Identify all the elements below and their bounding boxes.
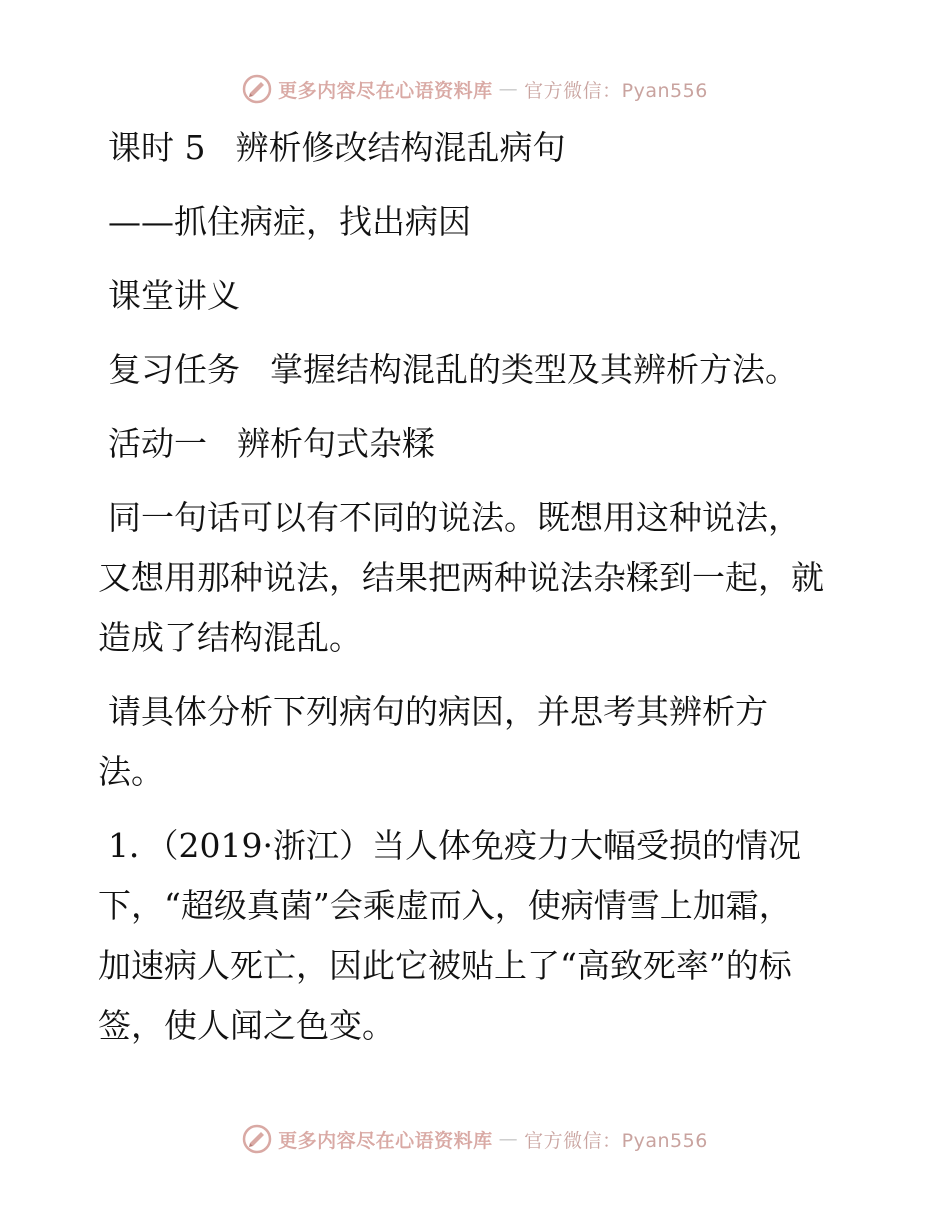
task-text: 掌握结构混乱的类型及其辨析方法。	[270, 350, 798, 389]
watermark-contact: 官方微信：Pyan556	[524, 79, 708, 102]
lesson-subtitle: ——抓住病症，找出病因	[108, 202, 471, 241]
document-body	[98, 118, 858, 1056]
watermark-separator: —	[498, 78, 519, 100]
task-label: 复习任务	[108, 350, 240, 389]
paragraph-line: 签，使人闻之色变。	[98, 1006, 395, 1045]
watermark-brand: 更多内容尽在心语资料库	[278, 79, 493, 102]
activity-heading	[98, 414, 858, 474]
intro-paragraph	[98, 488, 858, 668]
watermark-separator: —	[498, 1128, 519, 1150]
paragraph-line: 下，“超级真菌”会乘虚而入，使病情雪上加霜，	[98, 886, 792, 925]
paragraph-line: 1．（2019·浙江）当人体免疫力大幅受损的情况	[108, 826, 801, 865]
paragraph-line: 法。	[98, 752, 164, 791]
watermark-footer	[0, 1122, 950, 1156]
prompt-paragraph	[98, 682, 858, 802]
paragraph-line: 同一句话可以有不同的说法。既想用这种说法，	[108, 498, 801, 537]
section-heading: 课堂讲义	[108, 276, 240, 315]
lesson-number: 课时 5	[108, 128, 206, 167]
activity-label: 活动一	[108, 424, 207, 463]
lesson-topic: 辨析修改结构混乱病句	[235, 128, 566, 167]
example-sentence	[98, 816, 858, 1056]
paragraph-line: 造成了结构混乱。	[98, 618, 362, 657]
watermark-brand: 更多内容尽在心语资料库	[278, 1129, 493, 1152]
paragraph-line: 加速病人死亡，因此它被贴上了“高致死率”的标	[98, 946, 792, 985]
book-pen-icon	[242, 74, 272, 104]
paragraph-line: 请具体分析下列病句的病因，并思考其辨析方	[108, 692, 768, 731]
paragraph-line: 又想用那种说法，结果把两种说法杂糅到一起，就	[98, 558, 824, 597]
lesson-title	[98, 118, 858, 178]
activity-text: 辨析句式杂糅	[237, 424, 435, 463]
watermark-contact: 官方微信：Pyan556	[524, 1129, 708, 1152]
watermark-header	[0, 72, 950, 106]
review-task	[98, 340, 858, 400]
book-pen-icon	[242, 1124, 272, 1154]
